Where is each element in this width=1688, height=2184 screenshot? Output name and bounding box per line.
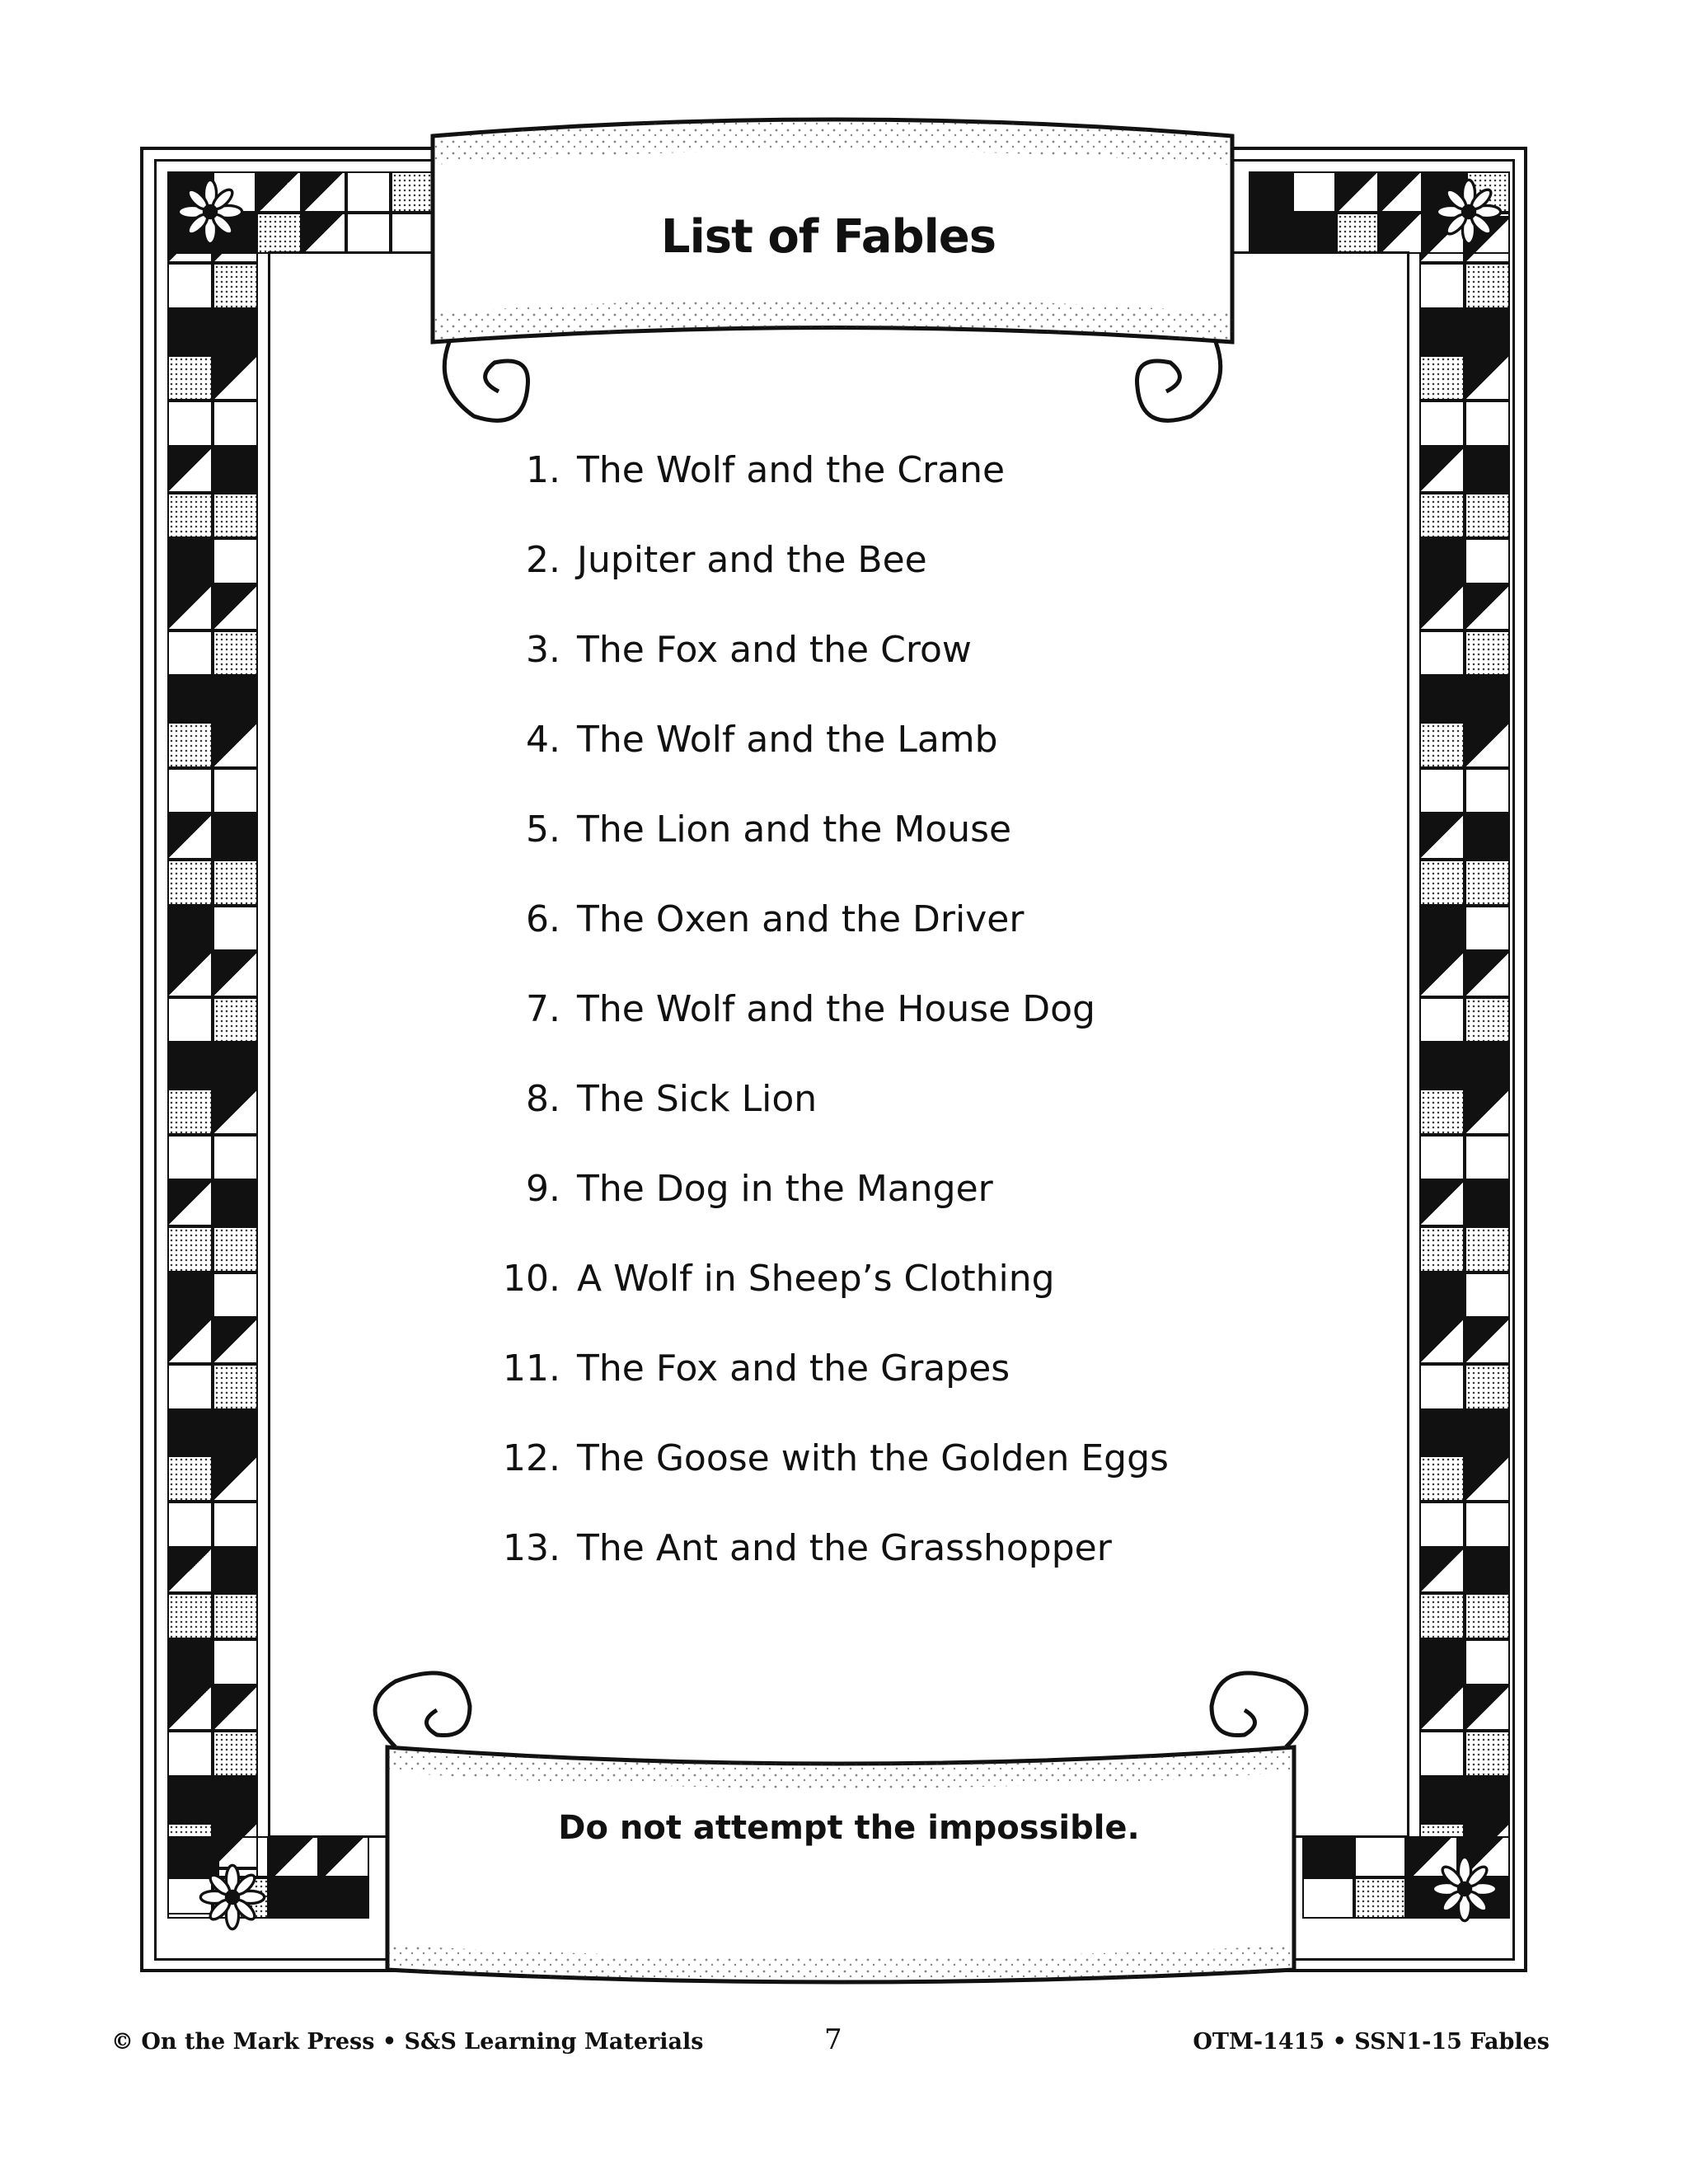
- list-item-number: 7.: [526, 988, 560, 1030]
- quilt-cell: [1465, 1135, 1510, 1181]
- quilt-cell: [1419, 1410, 1465, 1456]
- quilt-cell: [1419, 401, 1465, 447]
- quilt-cell: [167, 493, 213, 539]
- quilt-cell: [1419, 860, 1465, 906]
- list-item: [511, 1078, 1253, 1168]
- quilt-cell: [1419, 1135, 1465, 1181]
- quilt-cell: [213, 630, 258, 677]
- list-item-title: The Wolf and the House Dog: [577, 988, 1095, 1030]
- list-item-number: 8.: [526, 1078, 560, 1120]
- quilt-cell: [269, 1877, 319, 1919]
- quilt-cell: [1465, 1639, 1510, 1685]
- quilt-cell: [213, 1272, 258, 1319]
- quilt-cell: [213, 1455, 258, 1502]
- quilt-border-left: [167, 171, 258, 1915]
- list-item: [511, 449, 1253, 539]
- quilt-cell: [1419, 263, 1465, 309]
- quilt-cell: [1465, 401, 1510, 447]
- quilt-cell: [167, 1272, 213, 1319]
- list-item-title: The Fox and the Grapes: [577, 1347, 1010, 1390]
- moral-text: Do not attempt the impossible.: [558, 1809, 1140, 1847]
- quilt-cell: [213, 906, 258, 952]
- quilt-cell: [213, 1593, 258, 1639]
- quilt-cell: [1249, 213, 1292, 254]
- page-number: 7: [824, 2023, 842, 2056]
- quilt-cell: [1419, 997, 1465, 1043]
- quilt-cell: [1419, 1731, 1465, 1777]
- quilt-cell: [1465, 997, 1510, 1043]
- quilt-cell: [1465, 1410, 1510, 1456]
- quilt-cell: [1419, 813, 1465, 860]
- quilt-cell: [213, 1685, 258, 1732]
- quilt-cell: [346, 213, 391, 254]
- list-item: [511, 629, 1253, 719]
- quilt-cell: [1419, 355, 1465, 401]
- quilt-cell: [167, 768, 213, 814]
- quilt-cell: [213, 1180, 258, 1226]
- quilt-cell: [1419, 1455, 1465, 1502]
- quilt-cell: [213, 493, 258, 539]
- list-item-number: 10.: [503, 1258, 560, 1300]
- quilt-cell: [213, 1777, 258, 1823]
- quilt-cell: [167, 1777, 213, 1823]
- list-item-number: 11.: [503, 1347, 560, 1390]
- quilt-cell: [1354, 1836, 1406, 1877]
- quilt-cell: [213, 1226, 258, 1272]
- quilt-cell: [213, 1502, 258, 1548]
- quilt-cell: [167, 447, 213, 493]
- quilt-cell: [213, 447, 258, 493]
- quilt-cell: [1465, 630, 1510, 677]
- quilt-cell: [1419, 768, 1465, 814]
- quilt-cell: [167, 1410, 213, 1456]
- quilt-cell: [167, 1731, 213, 1777]
- list-item-number: 5.: [526, 808, 560, 851]
- quilt-cell: [1465, 1043, 1510, 1089]
- footer-publisher: © On the Mark Press • S&S Learning Materials: [111, 2029, 704, 2055]
- daisy-icon: [198, 1863, 267, 1932]
- quilt-cell: [1465, 263, 1510, 309]
- title-scroll-banner-icon: [416, 115, 1249, 445]
- quilt-cell: [213, 1548, 258, 1594]
- quilt-cell: [1419, 676, 1465, 722]
- quilt-cell: [213, 1318, 258, 1364]
- quilt-cell: [1465, 1548, 1510, 1594]
- quilt-cell: [213, 951, 258, 997]
- quilt-cell: [1419, 1272, 1465, 1319]
- quilt-cell: [1419, 1639, 1465, 1685]
- quilt-cell: [1465, 1731, 1510, 1777]
- quilt-cell: [213, 1731, 258, 1777]
- quilt-cell: [302, 171, 346, 213]
- list-item: [511, 898, 1253, 988]
- quilt-cell: [213, 1639, 258, 1685]
- quilt-cell: [167, 1043, 213, 1089]
- quilt-cell: [1465, 447, 1510, 493]
- quilt-cell: [167, 355, 213, 401]
- quilt-cell: [213, 355, 258, 401]
- quilt-cell: [256, 171, 301, 213]
- quilt-cell: [167, 1364, 213, 1410]
- quilt-cell: [213, 584, 258, 630]
- quilt-cell: [213, 263, 258, 309]
- quilt-cell: [167, 263, 213, 309]
- quilt-cell: [1292, 171, 1336, 213]
- quilt-cell: [1419, 722, 1465, 768]
- list-item-title: The Goose with the Golden Eggs: [577, 1437, 1169, 1479]
- quilt-cell: [1419, 1593, 1465, 1639]
- quilt-cell: [213, 860, 258, 906]
- quilt-border-right: [1419, 171, 1510, 1915]
- quilt-cell: [1292, 213, 1336, 254]
- quilt-cell: [167, 1318, 213, 1364]
- quilt-cell: [1465, 1455, 1510, 1502]
- quilt-cell: [1465, 1685, 1510, 1732]
- quilt-cell: [167, 1685, 213, 1732]
- footer-product-code: OTM-1415 • SSN1-15 Fables: [1193, 2029, 1550, 2055]
- list-item-title: The Ant and the Grasshopper: [577, 1527, 1112, 1569]
- quilt-cell: [1419, 1318, 1465, 1364]
- quilt-cell: [167, 1502, 213, 1548]
- daisy-icon: [176, 177, 245, 246]
- quilt-cell: [1419, 1548, 1465, 1594]
- quilt-cell: [213, 1410, 258, 1456]
- quilt-cell: [1465, 584, 1510, 630]
- quilt-cell: [213, 722, 258, 768]
- quilt-cell: [1465, 1226, 1510, 1272]
- list-item-number: 2.: [526, 539, 560, 581]
- quilt-cell: [167, 309, 213, 355]
- quilt-cell: [1419, 447, 1465, 493]
- quilt-cell: [1465, 493, 1510, 539]
- quilt-cell: [1354, 1877, 1406, 1919]
- quilt-cell: [213, 1043, 258, 1089]
- quilt-cell: [1465, 1180, 1510, 1226]
- quilt-cell: [213, 1089, 258, 1135]
- list-item-title: The Dog in the Manger: [577, 1168, 993, 1210]
- quilt-cell: [213, 813, 258, 860]
- daisy-icon: [1434, 177, 1503, 246]
- quilt-cell: [167, 860, 213, 906]
- quilt-cell: [1419, 584, 1465, 630]
- quilt-cell: [167, 951, 213, 997]
- quilt-cell: [213, 538, 258, 584]
- fable-list: [503, 449, 1253, 1617]
- quilt-cell: [167, 584, 213, 630]
- quilt-cell: [1419, 1180, 1465, 1226]
- quilt-cell: [1465, 1502, 1510, 1548]
- quilt-cell: [167, 813, 213, 860]
- list-item-number: 6.: [526, 898, 560, 940]
- quilt-cell: [167, 1226, 213, 1272]
- quilt-cell: [167, 538, 213, 584]
- quilt-cell: [1419, 1226, 1465, 1272]
- quilt-cell: [1419, 630, 1465, 677]
- list-item: [503, 1437, 1253, 1527]
- quilt-cell: [1336, 213, 1380, 254]
- quilt-cell: [1379, 213, 1423, 254]
- list-item: [503, 1527, 1253, 1617]
- quilt-cell: [1465, 355, 1510, 401]
- quilt-cell: [213, 676, 258, 722]
- list-item: [511, 1168, 1253, 1258]
- quilt-cell: [1419, 1685, 1465, 1732]
- quilt-cell: [167, 1135, 213, 1181]
- list-item-title: The Wolf and the Lamb: [577, 719, 998, 761]
- quilt-cell: [1465, 906, 1510, 952]
- quilt-cell: [1465, 951, 1510, 997]
- quilt-cell: [213, 1364, 258, 1410]
- list-item-title: A Wolf in Sheep’s Clothing: [577, 1258, 1055, 1300]
- quilt-cell: [1336, 171, 1380, 213]
- quilt-cell: [1465, 1272, 1510, 1319]
- quilt-cell: [302, 213, 346, 254]
- list-item-title: The Oxen and the Driver: [577, 898, 1025, 940]
- quilt-cell: [1419, 906, 1465, 952]
- quilt-cell: [1419, 1043, 1465, 1089]
- list-item: [503, 1258, 1253, 1347]
- page-title: List of Fables: [660, 210, 996, 264]
- quilt-cell: [1419, 1502, 1465, 1548]
- quilt-cell: [1419, 951, 1465, 997]
- quilt-cell: [1379, 171, 1423, 213]
- quilt-cell: [1465, 1089, 1510, 1135]
- quilt-cell: [213, 768, 258, 814]
- quilt-cell: [256, 213, 301, 254]
- quilt-cell: [1465, 722, 1510, 768]
- quilt-cell: [1419, 1089, 1465, 1135]
- list-item-title: The Lion and the Mouse: [577, 808, 1012, 851]
- quilt-cell: [1465, 309, 1510, 355]
- quilt-cell: [1465, 538, 1510, 584]
- quilt-cell: [167, 1639, 213, 1685]
- quilt-cell: [1465, 1777, 1510, 1823]
- quilt-cell: [167, 906, 213, 952]
- daisy-icon: [1430, 1854, 1499, 1924]
- quilt-cell: [167, 676, 213, 722]
- quilt-cell: [167, 1593, 213, 1639]
- list-item-number: 3.: [526, 629, 560, 671]
- list-item: [511, 719, 1253, 808]
- quilt-cell: [1419, 1777, 1465, 1823]
- list-item-number: 4.: [526, 719, 560, 761]
- list-item-number: 1.: [526, 449, 560, 491]
- list-item-number: 13.: [503, 1527, 560, 1569]
- list-item-title: Jupiter and the Bee: [577, 539, 927, 581]
- list-item-title: The Wolf and the Crane: [577, 449, 1006, 491]
- quilt-cell: [1465, 768, 1510, 814]
- quilt-cell: [213, 309, 258, 355]
- quilt-cell: [1419, 1364, 1465, 1410]
- list-item: [503, 1347, 1253, 1437]
- quilt-cell: [213, 997, 258, 1043]
- list-item-title: The Sick Lion: [577, 1078, 818, 1120]
- quilt-cell: [1465, 860, 1510, 906]
- list-item: [511, 539, 1253, 629]
- list-item-title: The Fox and the Crow: [577, 629, 972, 671]
- quilt-cell: [346, 171, 391, 213]
- quilt-cell: [1419, 538, 1465, 584]
- quilt-cell: [167, 997, 213, 1043]
- quilt-cell: [167, 401, 213, 447]
- quilt-cell: [213, 1135, 258, 1181]
- quilt-cell: [1465, 813, 1510, 860]
- quilt-cell: [1249, 171, 1292, 213]
- quilt-cell: [167, 1180, 213, 1226]
- quilt-cell: [167, 630, 213, 677]
- quilt-cell: [1465, 1364, 1510, 1410]
- list-item-number: 12.: [503, 1437, 560, 1479]
- list-item: [511, 988, 1253, 1078]
- quilt-cell: [167, 1455, 213, 1502]
- quilt-cell: [1465, 1593, 1510, 1639]
- quilt-cell: [167, 722, 213, 768]
- quilt-cell: [1419, 493, 1465, 539]
- quilt-cell: [1465, 676, 1510, 722]
- quilt-cell: [167, 1548, 213, 1594]
- list-item-number: 9.: [526, 1168, 560, 1210]
- quilt-cell: [1419, 309, 1465, 355]
- quilt-cell: [167, 1089, 213, 1135]
- quilt-cell: [213, 401, 258, 447]
- list-item: [511, 808, 1253, 898]
- quilt-cell: [1465, 1318, 1510, 1364]
- quilt-cell: [269, 1836, 319, 1877]
